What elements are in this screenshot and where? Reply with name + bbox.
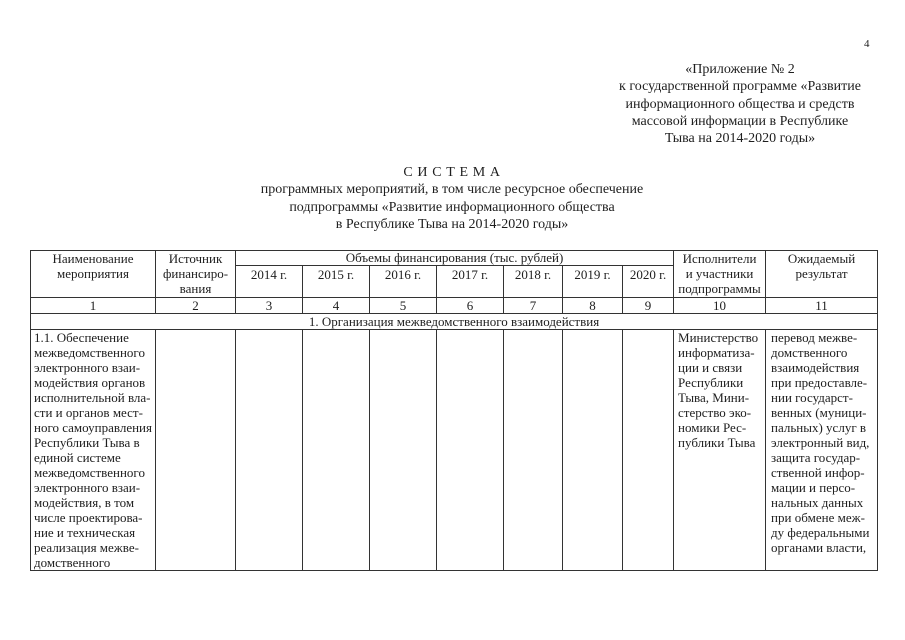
funding-2019-cell: [563, 330, 623, 571]
header-year-2015: 2015 г.: [303, 266, 370, 298]
section-row: [31, 314, 878, 330]
column-number-8: 8: [563, 298, 623, 314]
header-year-2017: 2017 г.: [437, 266, 504, 298]
column-number-7: 7: [504, 298, 563, 314]
funding-2016-cell: [370, 330, 437, 571]
column-number-6: 6: [437, 298, 504, 314]
executors-cell: Министерство информатиза- ции и связи Республики Тыва, Мини- стерство эко- номики Рес- публики Тыва: [674, 330, 766, 571]
column-number-9: 9: [623, 298, 674, 314]
column-number-4: 4: [303, 298, 370, 314]
program-measures-table: [30, 250, 878, 571]
column-number-10: 10: [674, 298, 766, 314]
document-subtitle: программных мероприятий, в том числе ресурсное обеспечение подпрограммы «Развитие информационного общества в Республике Тыва на 2014-2020 годы»: [260, 182, 644, 233]
header-funding-source: Источник финансиро- вания: [156, 251, 236, 298]
appendix-note: «Приложение № 2 к государственной программе «Развитие информационного общества и средств массовой информации в Республике Тыва на 2014-2020 годы»: [619, 62, 861, 147]
header-year-2016: 2016 г.: [370, 266, 437, 298]
document-title: С И С Т Е М А: [403, 165, 501, 180]
column-number-5: 5: [370, 298, 437, 314]
title-block: [152, 164, 752, 234]
section-title: 1. Организация межведомственного взаимодействия: [31, 314, 878, 330]
header-year-2014: 2014 г.: [236, 266, 303, 298]
measure-name-cell: 1.1. Обеспечение межведомственного электронного взаи- модействия органов исполнительной вла- сти и органов мест- ного самоуправления Республики Тыва в единой системе межведомственного электронного взаи- модействия, в том числе проектирова- ние и техническая реализация межве- домственного: [31, 330, 156, 571]
funding-2018-cell: [504, 330, 563, 571]
funding-2014-cell: [236, 330, 303, 571]
header-executors: Исполнители и участники подпрограммы: [674, 251, 766, 298]
header-measure-name: Наименование мероприятия: [31, 251, 156, 298]
expected-result-cell: перевод межве- домственного взаимодействия при предоставле- нии государст- венных (муници- пальных) услуг в электронный вид, защита государ- ственной инфор- мации и персо- нальных данных при обмене меж- ду федеральными органами власти,: [766, 330, 878, 571]
funding-source-cell: [156, 330, 236, 571]
funding-2015-cell: [303, 330, 370, 571]
column-number-1: 1: [31, 298, 156, 314]
header-expected-result: Ожидаемый результат: [766, 251, 878, 298]
column-numbers-row: [31, 298, 878, 314]
page-number: 4: [864, 38, 870, 50]
column-number-2: 2: [156, 298, 236, 314]
funding-2017-cell: [437, 330, 504, 571]
column-number-3: 3: [236, 298, 303, 314]
header-year-2019: 2019 г.: [563, 266, 623, 298]
funding-2020-cell: [623, 330, 674, 571]
header-year-2018: 2018 г.: [504, 266, 563, 298]
table-header-row: [31, 251, 878, 266]
column-number-11: 11: [766, 298, 878, 314]
header-funding-volumes: Объемы финансирования (тыс. рублей): [236, 251, 674, 266]
header-year-2020: 2020 г.: [623, 266, 674, 298]
table-row: [31, 330, 878, 571]
